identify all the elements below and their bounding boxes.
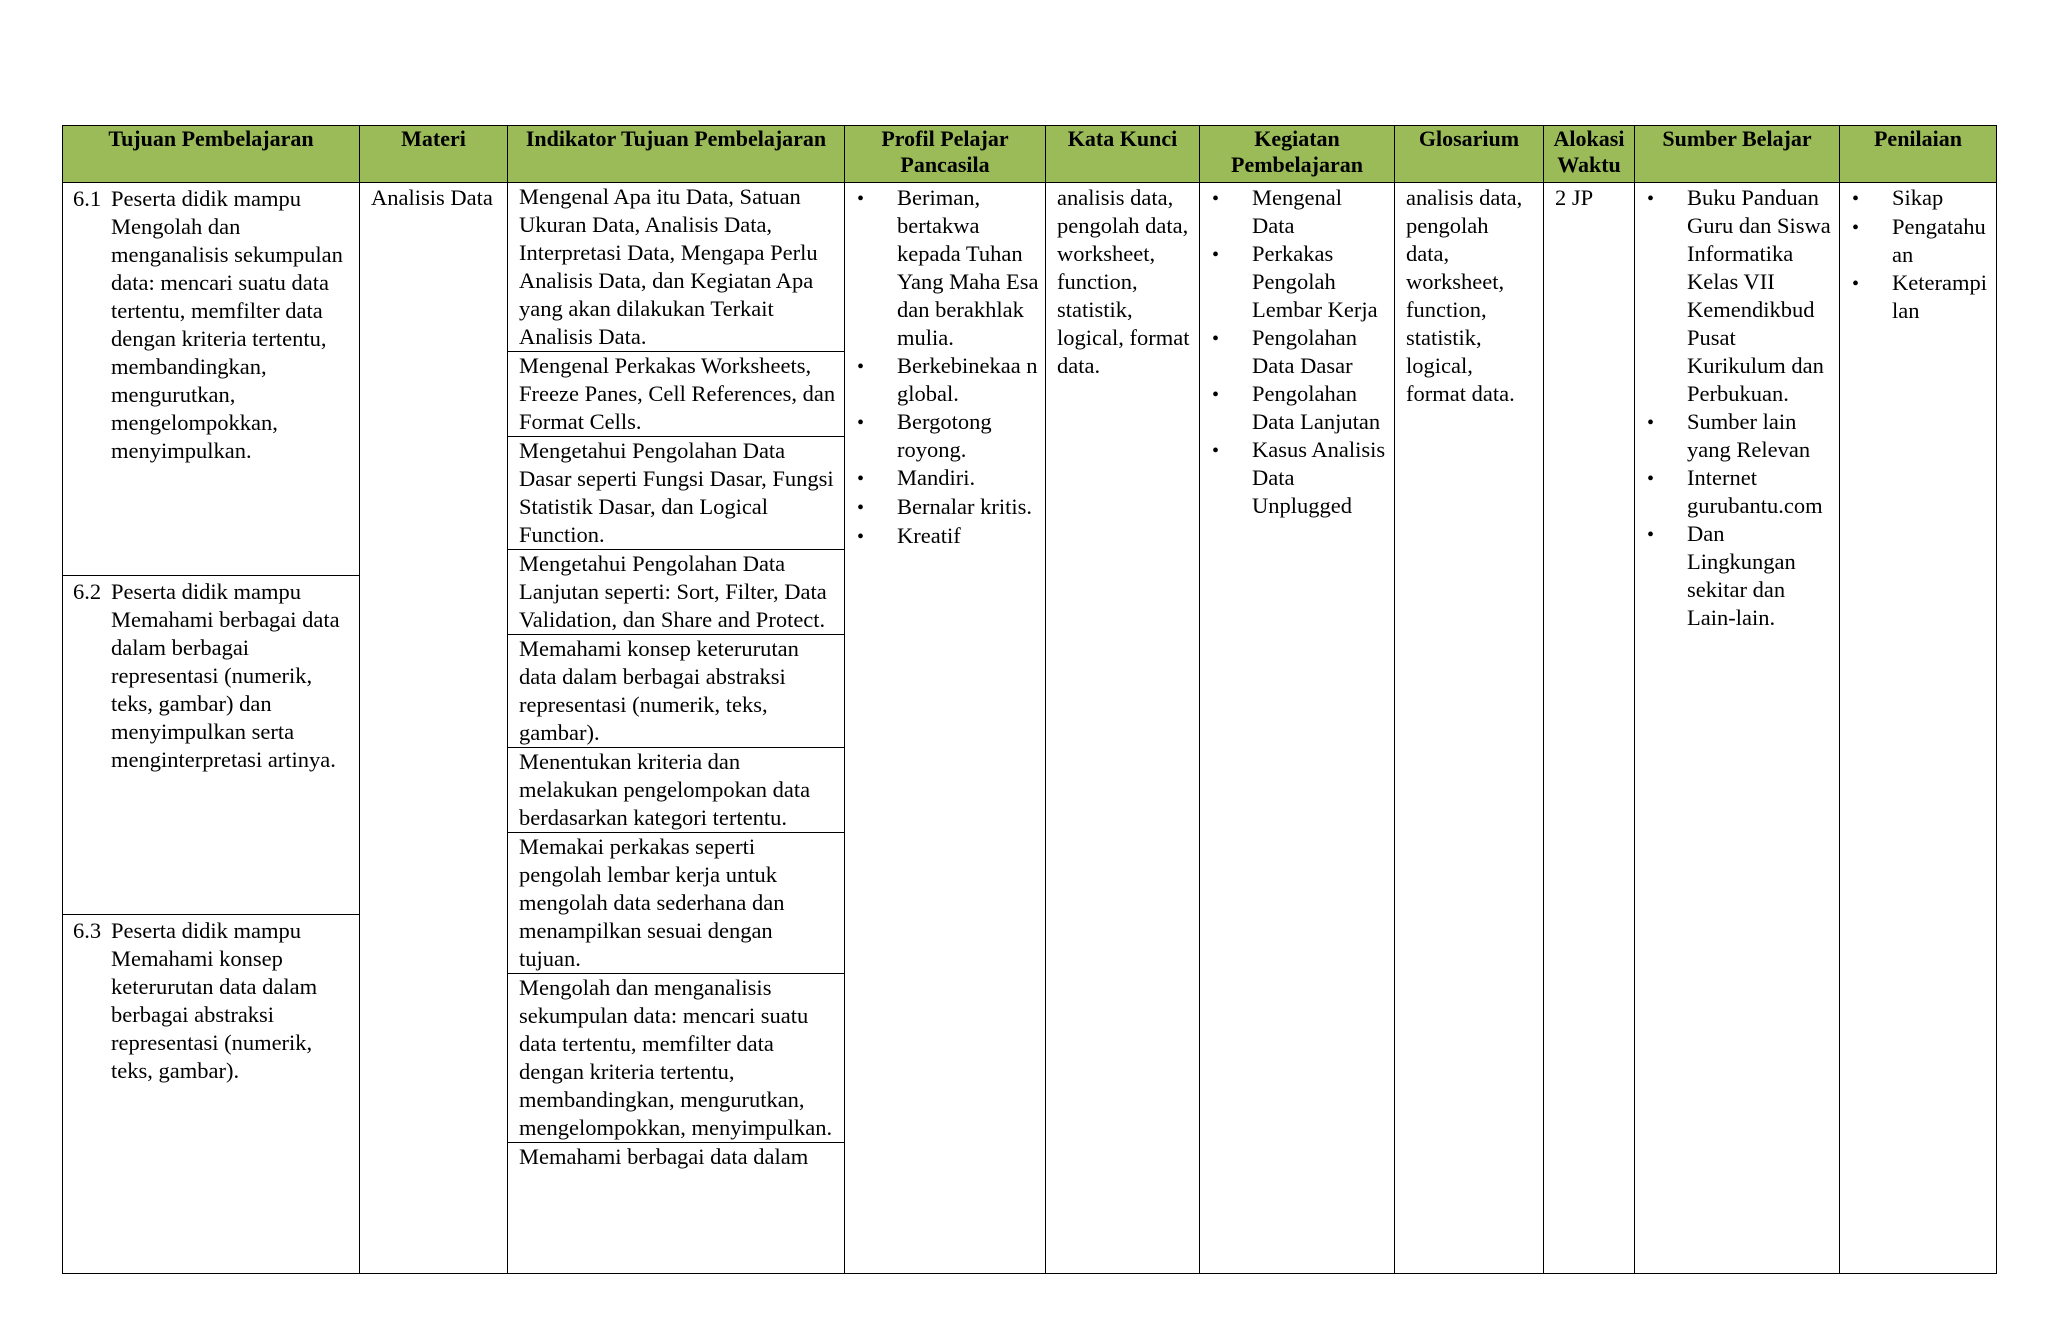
content-row [63, 183, 1997, 1274]
sumber-text: Buku Panduan Guru dan Siswa Informatika Kelas VII Kemendikbud Pusat Kurikulum dan Perbukuan. [1687, 185, 1831, 406]
profil-item [853, 352, 1041, 408]
profil-text: Berkebinekaa n global. [897, 353, 1038, 406]
header-kata-kunci: Kata Kunci [1046, 126, 1200, 183]
bullet-icon [853, 408, 897, 464]
tujuan-item [63, 915, 359, 1273]
indikator-item: Memahami konsep keterurutan data dalam berbagai abstraksi representasi (numerik, teks, gambar). [508, 635, 844, 748]
sumber-item [1643, 520, 1835, 632]
bullet-icon [1208, 184, 1252, 240]
profil-item [853, 408, 1041, 464]
header-tujuan: Tujuan Pembelajaran [63, 126, 360, 183]
bullet-icon [853, 352, 897, 408]
tujuan-number: 6.3 [73, 918, 102, 943]
glosarium-text: analisis data, pengolah data, worksheet, function, statistik, logical, format data. [1406, 185, 1523, 406]
tujuan-item [63, 576, 359, 915]
kegiatan-item [1208, 436, 1390, 520]
bullet-icon [1848, 269, 1892, 325]
kata-kunci-text: analisis data, pengolah data, worksheet, function, statistik, logical, format data. [1057, 185, 1190, 378]
bullet-icon [853, 493, 897, 522]
kegiatan-text: Pengolahan Data Lanjutan [1252, 381, 1381, 434]
penilaian-text: Keterampi lan [1892, 270, 1987, 323]
lesson-plan-table [62, 125, 1997, 1274]
profil-text: Kreatif [897, 523, 961, 548]
bullet-icon [1643, 520, 1687, 632]
sumber-text: Dan Lingkungan sekitar dan Lain-lain. [1687, 521, 1796, 630]
header-glosarium: Glosarium [1395, 126, 1544, 183]
alokasi-cell [1544, 183, 1635, 1274]
profil-cell [845, 183, 1046, 1274]
kegiatan-text: Kasus Analisis Data Unplugged [1252, 437, 1386, 518]
penilaian-item [1848, 184, 1992, 213]
alokasi-text: 2 JP [1555, 185, 1594, 210]
indikator-item: Mengenal Perkakas Worksheets, Freeze Panes, Cell References, dan Format Cells. [508, 352, 844, 437]
profil-item [853, 464, 1041, 493]
kegiatan-cell [1200, 183, 1395, 1274]
header-profil: Profil Pelajar Pancasila [845, 126, 1046, 183]
header-penilaian: Penilaian [1840, 126, 1997, 183]
kegiatan-item [1208, 324, 1390, 380]
header-materi: Materi [360, 126, 508, 183]
materi-cell [360, 183, 508, 1274]
kegiatan-text: Mengenal Data [1252, 185, 1342, 238]
bullet-icon [853, 464, 897, 493]
tujuan-number: 6.1 [73, 186, 102, 211]
header-row [63, 126, 1997, 183]
profil-item [853, 493, 1041, 522]
sumber-item [1643, 184, 1835, 408]
profil-item [853, 522, 1041, 551]
penilaian-item [1848, 213, 1992, 269]
kata-kunci-cell [1046, 183, 1200, 1274]
tujuan-text: Peserta didik mampu Memahami berbagai data dalam berbagai representasi (numerik, teks, gambar) dan menyimpulkan serta menginterpretasi artinya. [111, 579, 340, 772]
header-indikator: Indikator Tujuan Pembelajaran [508, 126, 845, 183]
bullet-icon [1848, 213, 1892, 269]
glosarium-cell [1395, 183, 1544, 1274]
kegiatan-item [1208, 184, 1390, 240]
header-kegiatan: Kegiatan Pembelajaran [1200, 126, 1395, 183]
bullet-icon [1848, 184, 1892, 213]
bullet-icon [1643, 408, 1687, 464]
penilaian-text: Sikap [1892, 185, 1944, 210]
profil-text: Bernalar kritis. [897, 494, 1032, 519]
tujuan-text: Peserta didik mampu Memahami konsep keterurutan data dalam berbagai abstraksi representasi (numerik, teks, gambar). [111, 918, 318, 1083]
sumber-item [1643, 464, 1835, 520]
indikator-item: Memakai perkakas seperti pengolah lembar kerja untuk mengolah data sederhana dan menampilkan sesuai dengan tujuan. [508, 833, 844, 974]
penilaian-item [1848, 269, 1992, 325]
header-alokasi: Alokasi Waktu [1544, 126, 1635, 183]
penilaian-text: Pengatahu an [1892, 214, 1986, 267]
sumber-cell [1635, 183, 1840, 1274]
materi-text: Analisis Data [371, 185, 493, 210]
bullet-icon [853, 184, 897, 352]
bullet-icon [1208, 240, 1252, 324]
bullet-icon [1643, 464, 1687, 520]
bullet-icon [1208, 380, 1252, 436]
indikator-item: Mengetahui Pengolahan Data Lanjutan seperti: Sort, Filter, Data Validation, dan Share and Protect. [508, 550, 844, 635]
indikator-item: Mengetahui Pengolahan Data Dasar seperti Fungsi Dasar, Fungsi Statistik Dasar, dan Logical Function. [508, 437, 844, 550]
tujuan-item [63, 183, 359, 576]
tujuan-text: Peserta didik mampu Mengolah dan menganalisis sekumpulan data: mencari suatu data tertentu, memfilter data dengan kriteria tertentu, membandingkan, mengurutkan, mengelompokkan, menyimpulkan. [111, 186, 343, 463]
profil-text: Beriman, bertakwa kepada Tuhan Yang Maha Esa dan berakhlak mulia. [897, 185, 1039, 350]
bullet-icon [853, 522, 897, 551]
sumber-text: Internet gurubantu.com [1687, 465, 1823, 518]
indikator-item: Menentukan kriteria dan melakukan pengelompokan data berdasarkan kategori tertentu. [508, 748, 844, 833]
sumber-text: Sumber lain yang Relevan [1687, 409, 1811, 462]
kegiatan-item [1208, 380, 1390, 436]
header-sumber: Sumber Belajar [1635, 126, 1840, 183]
kegiatan-text: Pengolahan Data Dasar [1252, 325, 1357, 378]
indikator-item: Mengenal Apa itu Data, Satuan Ukuran Data, Analisis Data, Interpretasi Data, Mengapa Perlu Analisis Data, dan Kegiatan Apa yang akan dilakukan Terkait Analisis Data. [508, 183, 844, 352]
bullet-icon [1208, 436, 1252, 520]
indikator-item: Memahami berbagai data dalam [519, 1144, 809, 1169]
kegiatan-text: Perkakas Pengolah Lembar Kerja [1252, 241, 1378, 322]
bullet-icon [1643, 184, 1687, 408]
profil-text: Bergotong royong. [897, 409, 992, 462]
profil-text: Mandiri. [897, 465, 976, 490]
indikator-item: Mengolah dan menganalisis sekumpulan data: mencari suatu data tertentu, memfilter data dengan kriteria tertentu, membandingkan, mengurutkan, mengelompokkan, menyimpulkan. [508, 974, 844, 1143]
sumber-item [1643, 408, 1835, 464]
kegiatan-item [1208, 240, 1390, 324]
tujuan-number: 6.2 [73, 579, 102, 604]
indikator-cell [508, 183, 845, 1274]
penilaian-cell [1840, 183, 1997, 1274]
bullet-icon [1208, 324, 1252, 380]
profil-item [853, 184, 1041, 352]
tujuan-cell [63, 183, 360, 1274]
